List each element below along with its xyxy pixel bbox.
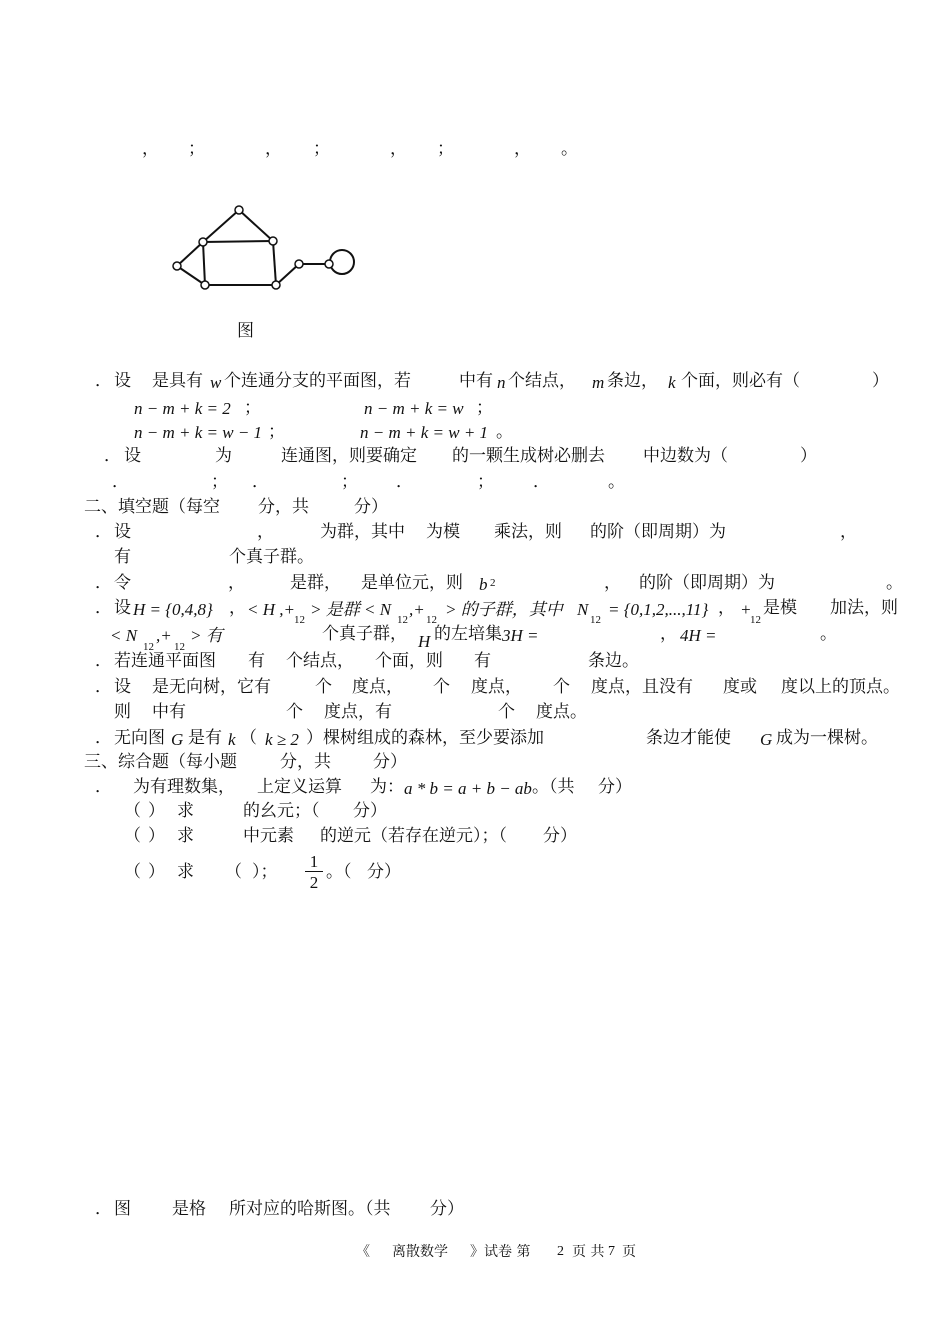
option: ； [211,472,228,492]
var: H [418,632,431,651]
text: 有 [248,651,265,671]
mark: ； [313,139,330,159]
var: k [668,373,676,392]
var: w [210,373,222,392]
var: m [592,373,605,392]
formula: + [740,600,752,619]
superscript: 2 [490,577,496,589]
text: 的阶（即周期）为 [639,573,775,593]
text: 中元素 [243,826,294,846]
text: ， [660,624,677,644]
text: 为模 [426,522,460,542]
formula: k ≥ 2 [265,730,299,749]
subscript: 12 [426,614,437,626]
text: 。 [496,422,513,442]
text: 个 [553,677,570,697]
fraction-denominator: 2 [309,873,319,892]
text: 设 [114,677,131,697]
text: 是具有 [152,371,203,391]
var: n [497,373,506,392]
text: 个 [498,702,515,722]
subscript: 12 [143,641,154,653]
text: 分） [353,801,387,821]
text: 设 [114,522,131,542]
text: 的一颗生成树必删去 [452,446,605,466]
option: ； [477,472,494,492]
text: 个结点， [508,371,576,391]
option: 。 [608,472,625,492]
text: 若连通平面图 [114,651,216,671]
formula: ,+ [409,600,425,619]
text: ） [800,446,817,466]
text: 设 [124,446,141,466]
text: ）棵树组成的森林，至少要添加 [306,728,544,748]
subscript: 12 [750,614,761,626]
text: ， [604,573,621,593]
text: 有 [114,547,131,567]
footer-text: 》试卷 第 [470,1244,531,1260]
subscript: 12 [590,614,601,626]
formula: < N [364,600,392,619]
text: 个面，则 [375,651,443,671]
formula: 4H = [680,626,717,645]
graph-vertex [269,237,277,245]
text: 是模 [763,598,797,618]
question-dot: ． [95,598,112,618]
formula: 3H = [502,626,539,645]
formula: < N [110,626,138,645]
subscript: 12 [397,614,408,626]
text: 设 [114,371,131,391]
figure-caption: 图 [237,321,254,341]
mark: ， [265,139,282,159]
option-formula: n − m + k = w + 1 [360,423,489,442]
question-dot: ． [95,677,112,697]
fraction-bar [305,871,323,872]
formula: > 是群 [310,600,360,619]
question-dot: ． [95,651,112,671]
text: 分，共 [280,752,331,772]
section-title: 二、填空题（每空 [84,497,220,517]
text: 的幺元；（ [243,801,320,821]
var: G [760,730,773,749]
text: ， [228,573,245,593]
formula: > 的子群，其中 [445,600,563,619]
text: 分） [598,777,632,797]
mark: ， [514,139,531,159]
text: 是有 [188,728,222,748]
graph-vertex [201,281,209,289]
text: 连通图，则要确定 [281,446,417,466]
option-formula: n − m + k = w − 1 [134,423,263,442]
subpart-number: （ [124,801,141,821]
text: 为群，其中 [320,522,405,542]
text: 成为一棵树。 [776,728,878,748]
text: ； [476,398,493,418]
var: k [228,730,236,749]
text: 所对应的哈斯图。（共 [229,1199,391,1219]
text: （ [240,728,257,748]
text: 有 [474,651,491,671]
option-formula: n − m + k = w [364,399,464,418]
text: 分） [430,1199,464,1219]
text: 个真子群， [322,624,407,644]
formula: a * b = a + b − ab [404,779,532,798]
text: 条边， [607,371,658,391]
text: 是单位元，则 [361,573,463,593]
text: 令 [114,573,131,593]
section-title: 三、综合题（每小题 [84,752,237,772]
graph-vertex [173,262,181,270]
text: 度点， [471,677,522,697]
text: 是格 [172,1199,206,1219]
text: 个 [286,702,303,722]
text: 。 [820,624,837,644]
option: ． [396,472,413,492]
footer-text: 页 共 [572,1244,605,1260]
total-pages: 7 [608,1244,615,1259]
subpart-number: （ [124,826,141,846]
formula: = {0,1,2,...,11} [608,600,709,619]
text: ； [268,422,285,442]
text: 分，共 [258,497,309,517]
text: ； [244,398,261,418]
text: 度点， [352,677,403,697]
text: ， [229,598,246,618]
text: 个连通分支的平面图，若 [224,371,411,391]
text: 分） [367,862,401,882]
subpart-number: ） [148,862,165,882]
text: ）； [252,862,278,882]
option-formula: n − m + k = 2 [134,399,231,418]
mark: 。 [561,139,578,159]
text: 。（共 [532,777,575,797]
text: 中有 [459,371,493,391]
graph-vertex [199,238,207,246]
text: 度以上的顶点。 [781,677,900,697]
text: （ [225,862,242,882]
text: 图 [114,1199,131,1219]
mark: ， [390,139,407,159]
text: 为： [370,777,404,797]
subpart-number: ） [148,801,165,821]
text: 为有理数集， [133,777,235,797]
text: 分） [354,497,388,517]
text: 个 [315,677,332,697]
graph-vertex [272,281,280,289]
question-dot: ． [95,573,112,593]
text: 求 [177,801,194,821]
text: 。 [886,573,903,593]
question-dot: ． [95,371,112,391]
subscript: 12 [174,641,185,653]
text: 中边数为（ [643,446,728,466]
text: 为 [215,446,232,466]
text: ） [872,371,889,391]
text: 的逆元（若存在逆元）；（ [320,826,507,846]
text: ， [840,522,857,542]
footer-text: 《 [356,1244,370,1260]
mark: ； [188,139,205,159]
text: 乘法，则 [494,522,562,542]
subpart-number: ） [148,826,165,846]
fraction-numerator: 1 [309,852,319,871]
course-title: 离散数学 [392,1244,448,1260]
graph-figure [165,198,365,298]
formula: > 有 [190,626,223,645]
var: G [171,730,184,749]
text: 条边才能使 [646,728,731,748]
text: 度或 [723,677,757,697]
formula: H = {0,4,8} [133,600,213,619]
text: 设 [114,598,131,618]
subpart-number: （ [124,862,141,882]
text: 是群， [290,573,341,593]
text: 的左培集 [434,624,502,644]
text: 度点，且没有 [591,677,693,697]
option: ． [112,472,129,492]
text: 个结点， [286,651,354,671]
text: 个 [433,677,450,697]
text: 。（ [326,862,352,882]
text: 中有 [152,702,186,722]
formula: < H ,+ [247,600,295,619]
option: ． [533,472,550,492]
text: 分） [543,826,577,846]
fraction-one-half [305,852,323,891]
text: 加法，则 [830,598,898,618]
text: 分） [373,752,407,772]
option: ； [341,472,358,492]
text: 条边。 [588,651,639,671]
text: 则 [114,702,131,722]
graph-vertex [295,260,303,268]
question-dot: ． [95,777,112,797]
subscript: 12 [294,614,305,626]
option: ． [252,472,269,492]
question-dot: ． [95,1199,112,1219]
formula: N [577,600,589,619]
text: 上定义运算 [257,777,342,797]
mark: ， [142,139,159,159]
text: 无向图 [114,728,165,748]
text: 度点。 [536,702,587,722]
text: 求 [177,862,194,882]
page-number: 2 [557,1244,564,1259]
question-dot: ． [104,446,121,466]
text: 个真子群。 [229,547,314,567]
text: 个面，则必有（ [681,371,800,391]
footer-text: 页 [622,1244,636,1260]
question-dot: ． [95,728,112,748]
text: ， [257,522,274,542]
graph-vertex [325,260,333,268]
text: 是无向树，它有 [152,677,271,697]
question-dot: ． [95,522,112,542]
graph-vertex [235,206,243,214]
text: 求 [177,826,194,846]
text: 的阶（即周期）为 [590,522,726,542]
var: b [479,575,488,594]
mark: ； [437,139,454,159]
text: 度点，有 [324,702,392,722]
text: ， [718,598,735,618]
formula: ,+ [156,626,172,645]
